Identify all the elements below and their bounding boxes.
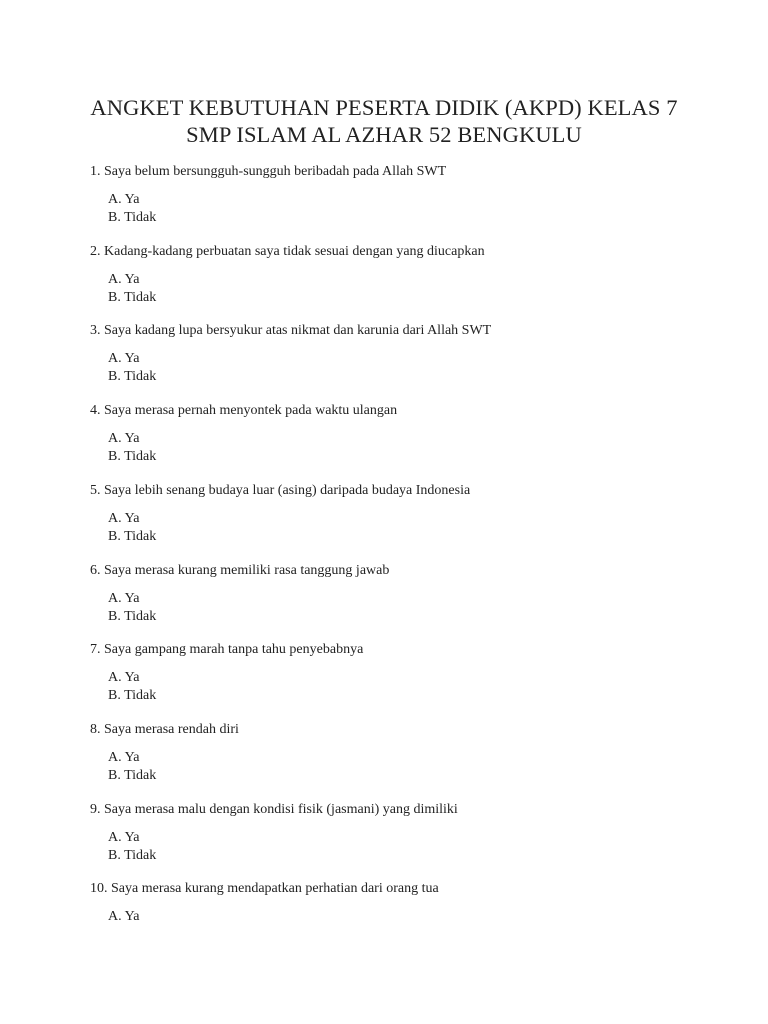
answer-option[interactable]: A. Ya: [108, 909, 140, 925]
title-line-1: ANGKET KEBUTUHAN PESERTA DIDIK (AKPD) KELAS 7: [90, 95, 678, 120]
answer-option[interactable]: B. Tidak: [108, 369, 157, 385]
answer-option[interactable]: B. Tidak: [108, 847, 157, 863]
question-text: 3. Saya kadang lupa bersyukur atas nikmat dan karunia dari Allah SWT: [90, 323, 492, 339]
answer-option[interactable]: B. Tidak: [108, 528, 157, 544]
title-line-2: SMP ISLAM AL AZHAR 52 BENGKULU: [186, 122, 582, 147]
question-text: 1. Saya belum bersungguh-sungguh beribadah pada Allah SWT: [90, 164, 447, 179]
answer-option[interactable]: B. Tidak: [108, 449, 157, 465]
question-text: 10. Saya merasa kurang mendapatkan perhatian dari orang tua: [90, 881, 439, 897]
answer-option[interactable]: A. Ya: [108, 829, 140, 845]
question-text: 2. Kadang-kadang perbuatan saya tidak sesuai dengan yang diucapkan: [90, 243, 485, 259]
answer-option[interactable]: A. Ya: [108, 590, 140, 606]
answer-option[interactable]: A. Ya: [108, 351, 140, 367]
question-text: 7. Saya gampang marah tanpa tahu penyebabnya: [90, 642, 364, 658]
answer-option[interactable]: A. Ya: [108, 192, 140, 207]
question-text: 5. Saya lebih senang budaya luar (asing) daripada budaya Indonesia: [90, 482, 471, 498]
document-title: [0, 94, 768, 148]
question-text: 9. Saya merasa malu dengan kondisi fisik (jasmani) yang dimiliki: [90, 801, 458, 817]
answer-option[interactable]: B. Tidak: [108, 289, 157, 305]
question-text: 8. Saya merasa rendah diri: [90, 721, 239, 737]
question-text: 6. Saya merasa kurang memiliki rasa tanggung jawab: [90, 562, 390, 578]
answer-option[interactable]: A. Ya: [108, 749, 140, 765]
question-text: 4. Saya merasa pernah menyontek pada waktu ulangan: [90, 403, 398, 419]
answer-option[interactable]: B. Tidak: [108, 688, 157, 704]
answer-option[interactable]: A. Ya: [108, 431, 140, 447]
answer-option[interactable]: B. Tidak: [108, 767, 157, 783]
answer-option[interactable]: B. Tidak: [108, 608, 157, 624]
answer-option[interactable]: A. Ya: [108, 271, 140, 287]
answer-option[interactable]: A. Ya: [108, 510, 140, 526]
answer-option[interactable]: A. Ya: [108, 670, 140, 686]
answer-option[interactable]: B. Tidak: [108, 210, 157, 225]
